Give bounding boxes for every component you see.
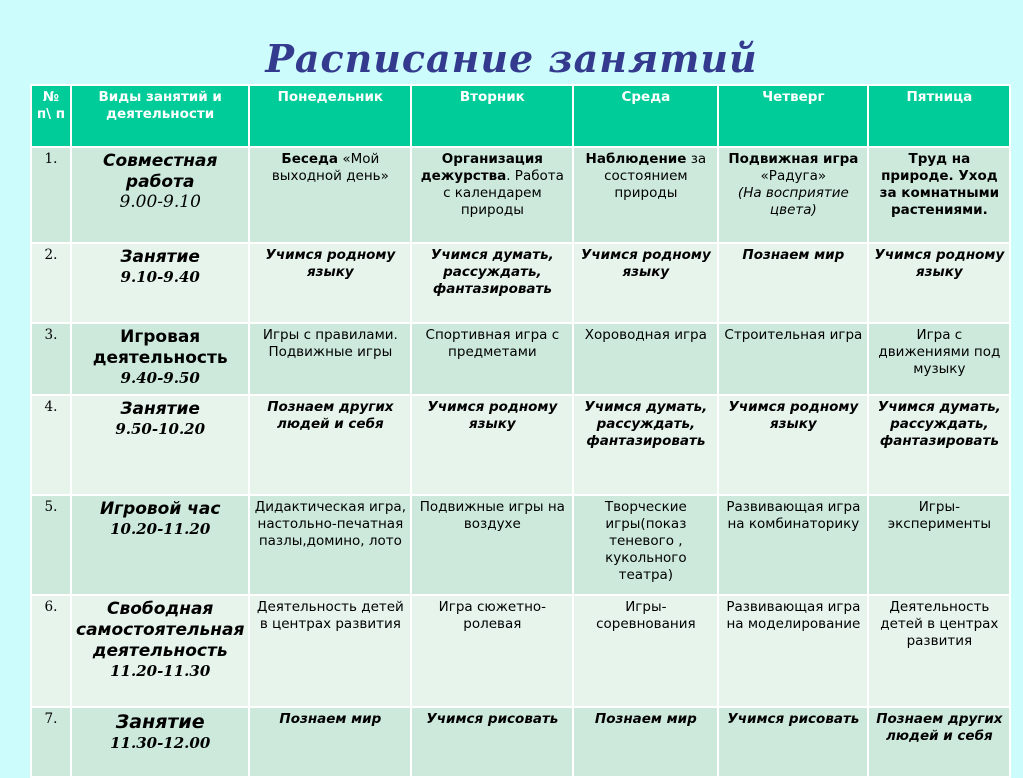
cell-thursday bbox=[718, 243, 868, 323]
cell-bolditalic-text: Познаем мир bbox=[279, 711, 382, 727]
row-number: 1. bbox=[31, 147, 71, 243]
cell-text-text: Игры-соревнования bbox=[596, 599, 696, 632]
header-activity: Виды занятий и деятельности bbox=[71, 85, 249, 147]
table-row bbox=[31, 323, 1010, 395]
cell-text-text: за состоянием природы bbox=[604, 151, 707, 201]
activity-name: Занятие bbox=[120, 247, 200, 267]
cell-bolditalic-text: Учимся думать, рассуждать, фантазировать bbox=[584, 399, 708, 449]
cell-friday bbox=[868, 395, 1010, 495]
cell-monday bbox=[249, 495, 411, 595]
cell-thursday bbox=[718, 395, 868, 495]
cell-text-text: Хороводная игра bbox=[584, 327, 707, 343]
header-tuesday: Вторник bbox=[411, 85, 573, 147]
cell-bold-text: Беседа bbox=[281, 151, 339, 167]
cell-bolditalic-text: Учимся родному языку bbox=[265, 247, 396, 280]
header-friday: Пятница bbox=[868, 85, 1010, 147]
cell-monday bbox=[249, 323, 411, 395]
cell-bolditalic-text: Учимся родному языку bbox=[728, 399, 859, 432]
cell-thursday bbox=[718, 595, 868, 707]
cell-wednesday bbox=[573, 323, 718, 395]
activity-cell bbox=[71, 323, 249, 395]
cell-bolditalic-text: Учимся думать, рассуждать, фантазировать bbox=[877, 399, 1001, 449]
cell-thursday bbox=[718, 147, 868, 243]
cell-text-text: «Мой выходной день» bbox=[271, 151, 389, 184]
cell-monday bbox=[249, 595, 411, 707]
cell-text-text: Подвижные игры на воздухе bbox=[419, 499, 565, 532]
cell-friday bbox=[868, 243, 1010, 323]
cell-thursday bbox=[718, 495, 868, 595]
cell-thursday bbox=[718, 323, 868, 395]
cell-wednesday bbox=[573, 495, 718, 595]
activity-name: Совместная работа bbox=[102, 151, 218, 192]
table-row bbox=[31, 147, 1010, 243]
cell-wednesday bbox=[573, 243, 718, 323]
cell-tuesday bbox=[411, 595, 573, 707]
cell-text-text: Игра с движениями под музыку bbox=[878, 327, 1001, 377]
activity-time: 11.30-12.00 bbox=[110, 734, 211, 752]
row-number: 5. bbox=[31, 495, 71, 595]
activity-cell bbox=[71, 243, 249, 323]
cell-wednesday bbox=[573, 595, 718, 707]
cell-monday bbox=[249, 707, 411, 777]
cell-tuesday bbox=[411, 707, 573, 777]
activity-name: Свободная самостоятельная деятельность bbox=[76, 599, 245, 661]
activity-cell bbox=[71, 147, 249, 243]
schedule-body bbox=[31, 147, 1010, 777]
table-row bbox=[31, 595, 1010, 707]
activity-time: 9.10-9.40 bbox=[120, 268, 200, 286]
header-monday: Понедельник bbox=[249, 85, 411, 147]
row-number: 7. bbox=[31, 707, 71, 777]
table-row bbox=[31, 707, 1010, 777]
cell-bolditalic-text: Познаем мир bbox=[594, 711, 697, 727]
header-thursday: Четверг bbox=[718, 85, 868, 147]
cell-tuesday bbox=[411, 243, 573, 323]
row-number: 2. bbox=[31, 243, 71, 323]
activity-time: 10.20-11.20 bbox=[110, 520, 211, 538]
activity-cell bbox=[71, 707, 249, 777]
cell-monday bbox=[249, 243, 411, 323]
cell-bolditalic-text: Учимся родному языку bbox=[874, 247, 1005, 280]
cell-text-text: Игра сюжетно-ролевая bbox=[438, 599, 547, 632]
row-number: 6. bbox=[31, 595, 71, 707]
row-number: 3. bbox=[31, 323, 71, 395]
cell-bold-text: Организация дежурства bbox=[420, 151, 543, 184]
cell-text-text: Развивающая игра на моделирование bbox=[726, 599, 861, 632]
cell-wednesday bbox=[573, 147, 718, 243]
cell-wednesday bbox=[573, 707, 718, 777]
activity-cell bbox=[71, 395, 249, 495]
cell-bolditalic-text: Учимся родному языку bbox=[427, 399, 558, 432]
cell-friday bbox=[868, 495, 1010, 595]
cell-bold-text: Труд на природе. Уход за комнатными растениями. bbox=[879, 151, 1000, 218]
cell-text-text: . Работа с календарем природы bbox=[443, 168, 564, 218]
cell-friday bbox=[868, 595, 1010, 707]
activity-time: 9.40-9.50 bbox=[120, 369, 200, 387]
cell-bolditalic-text: Учимся рисовать bbox=[727, 711, 860, 727]
table-row bbox=[31, 495, 1010, 595]
header-row bbox=[31, 85, 1010, 147]
cell-tuesday bbox=[411, 495, 573, 595]
cell-bolditalic-text: Учимся рисовать bbox=[426, 711, 559, 727]
activity-name: Игровая деятельность bbox=[92, 327, 228, 368]
cell-bolditalic-text: Учимся родному языку bbox=[580, 247, 711, 280]
activity-time: 9.50-10.20 bbox=[115, 420, 206, 438]
activity-cell bbox=[71, 495, 249, 595]
cell-wednesday bbox=[573, 395, 718, 495]
cell-bolditalic-text: Познаем других людей и себя bbox=[267, 399, 394, 432]
activity-time: 11.20-11.30 bbox=[110, 662, 211, 680]
page-title: Расписание занятий bbox=[265, 36, 758, 81]
activity-name: Занятие bbox=[115, 711, 205, 733]
cell-friday bbox=[868, 147, 1010, 243]
cell-text-text: «Радуга» bbox=[760, 168, 827, 184]
cell-text-text: Игры-эксперименты bbox=[887, 499, 992, 532]
cell-tuesday bbox=[411, 323, 573, 395]
cell-italic-text: (На восприятие цвета) bbox=[737, 185, 849, 218]
cell-text-text: Развивающая игра на комбинаторику bbox=[726, 499, 861, 532]
header-wednesday: Среда bbox=[573, 85, 718, 147]
cell-friday bbox=[868, 707, 1010, 777]
table-row bbox=[31, 395, 1010, 495]
cell-bolditalic-text: Познаем мир bbox=[742, 247, 845, 263]
schedule-table bbox=[30, 84, 1011, 778]
cell-text-text: Игры с правилами. Подвижные игры bbox=[262, 327, 398, 360]
activity-time: 9.00-9.10 bbox=[119, 192, 201, 212]
activity-name: Занятие bbox=[120, 399, 200, 419]
cell-text-text: Строительная игра bbox=[724, 327, 863, 343]
cell-tuesday bbox=[411, 147, 573, 243]
table-row bbox=[31, 243, 1010, 323]
cell-bolditalic-text: Познаем других людей и себя bbox=[876, 711, 1003, 744]
cell-bold-text: Подвижная игра bbox=[728, 151, 859, 167]
cell-tuesday bbox=[411, 395, 573, 495]
cell-text-text: Творческие игры(показ теневого , кукольного театра) bbox=[604, 499, 687, 583]
cell-bolditalic-text: Учимся думать, рассуждать, фантазировать bbox=[430, 247, 554, 297]
activity-cell bbox=[71, 595, 249, 707]
header-number: № п\ п bbox=[31, 85, 71, 147]
cell-monday bbox=[249, 395, 411, 495]
cell-friday bbox=[868, 323, 1010, 395]
cell-monday bbox=[249, 147, 411, 243]
row-number: 4. bbox=[31, 395, 71, 495]
cell-text-text: Спортивная игра с предметами bbox=[425, 327, 560, 360]
cell-text-text: Дидактическая игра, настольно-печатная пазлы,домино, лото bbox=[254, 499, 406, 549]
activity-name: Игровой час bbox=[99, 499, 221, 519]
cell-text-text: Деятельность детей в центрах развития bbox=[880, 599, 999, 649]
cell-thursday bbox=[718, 707, 868, 777]
cell-text-text: Деятельность детей в центрах развития bbox=[256, 599, 404, 632]
cell-bold-text: Наблюдение bbox=[585, 151, 687, 167]
